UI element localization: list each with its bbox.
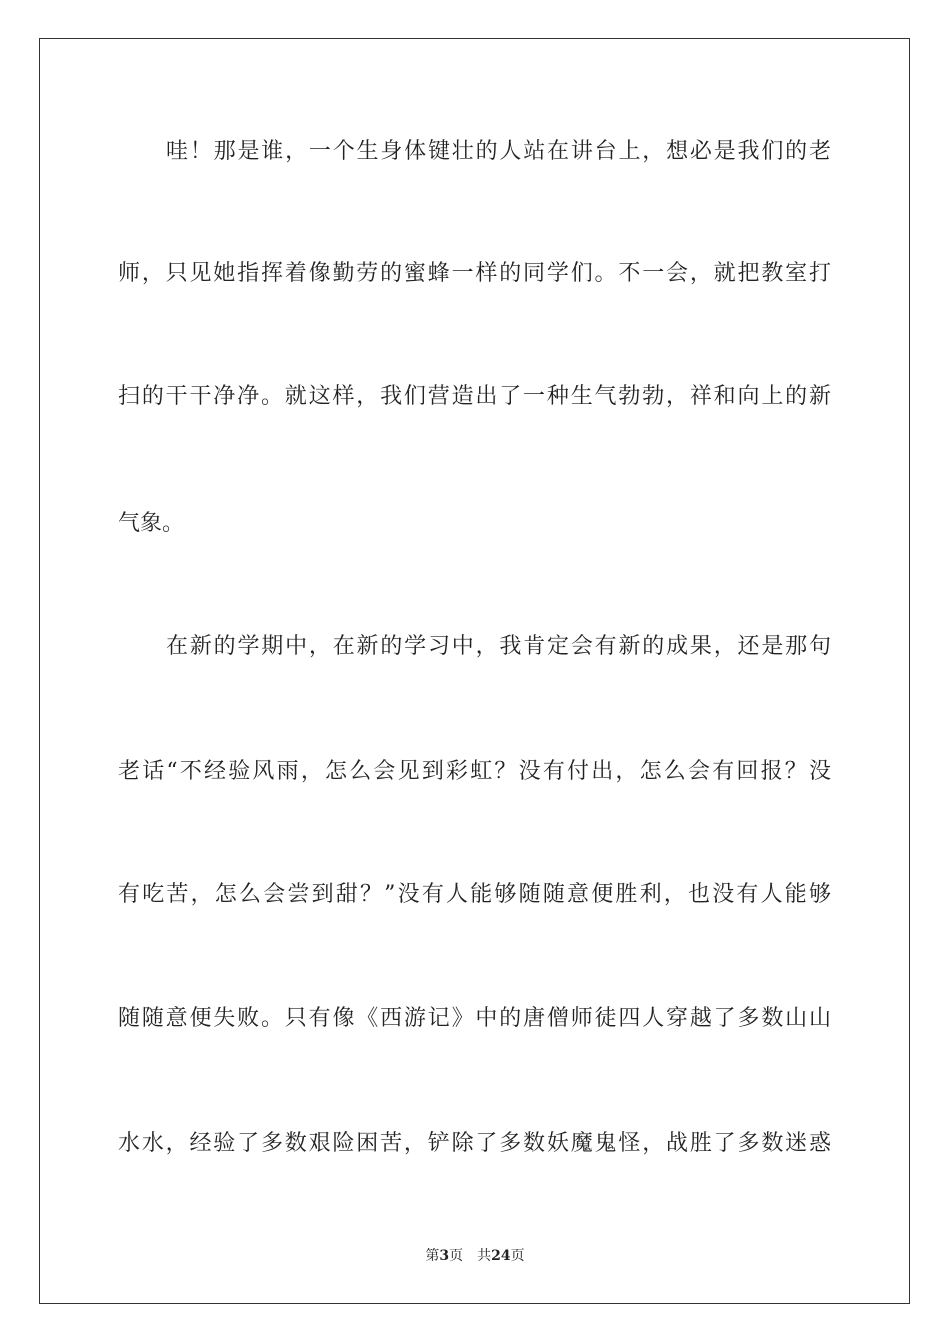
- paragraph-2-line-5: 水水，经验了多数艰险困苦，铲除了多数妖魔鬼怪，战胜了多数迷惑: [118, 1131, 831, 1156]
- paragraph-2-line-2: 老话“不经验风雨，怎么会见到彩虹？没有付出，怎么会有回报？没: [118, 759, 831, 784]
- paragraph-1-line-2: 师，只见她指挥着像勤劳的蜜蜂一样的同学们。不一会，就把教室打: [118, 261, 831, 286]
- total-pages: 24: [491, 1248, 511, 1264]
- page-prefix: 第: [425, 1248, 440, 1264]
- page-footer: [0, 1246, 950, 1266]
- paragraph-2-line-1: 在新的学期中，在新的学习中，我肯定会有新的成果，还是那句: [166, 634, 831, 659]
- paragraph-1-line-4: 气象。: [118, 511, 185, 536]
- page-frame: [39, 38, 910, 1304]
- total-suffix: 页: [510, 1248, 525, 1264]
- page-suffix: 页: [449, 1248, 464, 1264]
- paragraph-2-line-4: 随随意便失败。只有像《西游记》中的唐僧师徒四人穿越了多数山山: [118, 1006, 831, 1031]
- page-number: 3: [439, 1248, 450, 1264]
- total-prefix: 共: [477, 1248, 492, 1264]
- paragraph-1-line-3: 扫的干干净净。就这样，我们营造出了一种生气勃勃，祥和向上的新: [118, 384, 831, 409]
- paragraph-1-line-1: 哇！那是谁，一个生身体键壮的人站在讲台上，想必是我们的老: [166, 139, 831, 164]
- paragraph-2-line-3: 有吃苦，怎么会尝到甜？”没有人能够随随意便胜利，也没有人能够: [118, 882, 831, 907]
